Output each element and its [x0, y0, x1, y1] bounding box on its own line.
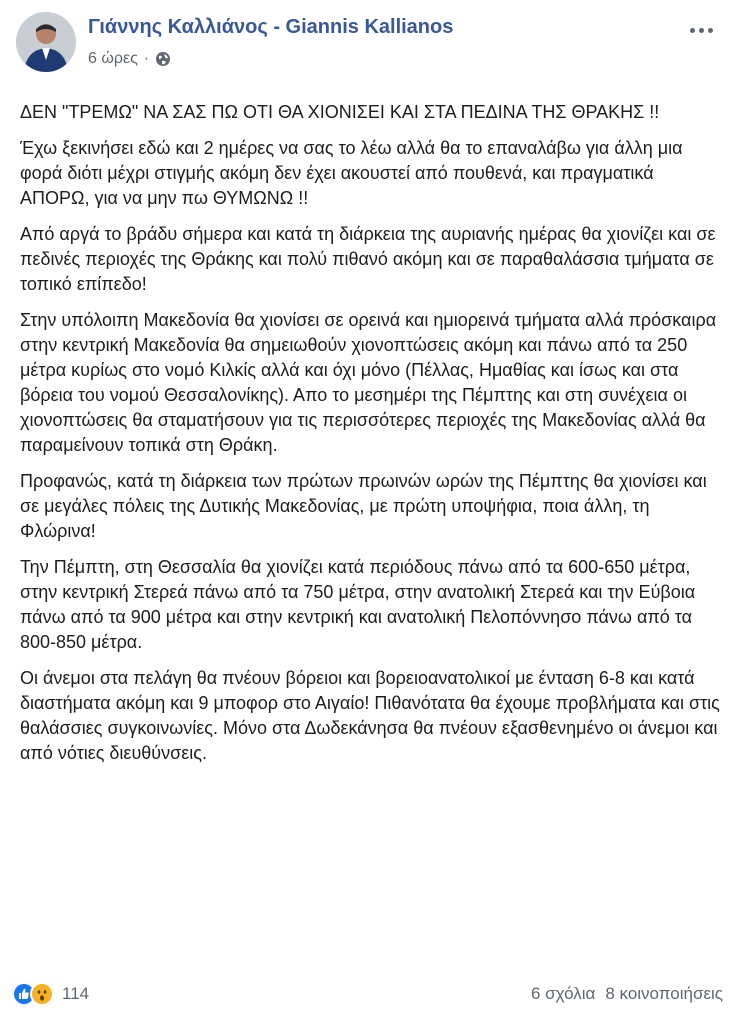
post-paragraph: Στην υπόλοιπη Μακεδονία θα χιονίσει σε ορεινά και ημιορεινά τμήματα αλλά πρόσκαιρα στην κεντρική Μακεδονία θα σημειωθούν χιονοπτώσεις ακόμη και πάνω από τα 250 μέτρα κυρίως στο νομό Κιλκίς αλλά και όχι μόνο (Πέλλας, Ημαθίας και ίσως και στα βόρεια του νομού Θεσσαλονίκης). Απο το μεσημέρι της Πέμπτης και στη συνέχεια οι χιονοπτώσεις θα σταματήσουν για τις περισσότερες περιοχές της Μακεδονίας αλλά θα παραμείνουν τοπικά στη Θράκη. [20, 310, 717, 455]
post-footer [12, 978, 723, 1010]
comments-count[interactable]: 6 σχόλια [530, 984, 596, 1003]
reactions-summary[interactable] [12, 982, 89, 1006]
post-header [16, 12, 719, 76]
meta-separator: · [143, 50, 150, 67]
post-paragraph: Έχω ξεκινήσει εδώ και 2 ημέρες να σας το λέω αλλά θα το επαναλάβω για άλλη μια φορά διότι μέχρι στιγμής ακόμη δεν έχει ακουστεί από πουθενά, και πραγματικά ΑΠΟΡΩ, για να μην πω ΘΥΜΩΝΩ !! [20, 138, 683, 208]
post-paragraph: Οι άνεμοι στα πελάγη θα πνέουν βόρειοι και βορειοανατολικοί με ένταση 6-8 και κατά διαστήματα ακόμη και 9 μποφορ στο Αιγαίο! Πιθανότατα θα έχουμε προβλήματα και στις θαλάσσιες συγκοινωνίες. Μόνο στα Δωδεκάνησα θα πνέουν εξασθενημένο οι άνεμοι και από νότιες διευθύνσεις. [20, 668, 720, 763]
avatar[interactable] [16, 12, 76, 72]
shares-count[interactable]: 8 κοινοποιήσεις [605, 984, 723, 1003]
reaction-count: 114 [62, 984, 90, 1003]
author-name[interactable]: Γιάννης Καλλιάνος - Giannis Kallianos [88, 16, 454, 38]
post-paragraph: Προφανώς, κατά τη διάρκεια των πρώτων πρωινών ωρών της Πέμπτης θα χιονίσει και σε μεγάλες πόλεις της Δυτικής Μακεδονίας, με πρώτη υποψήφια, ποια άλλη, τη Φλώρινα! [20, 471, 707, 541]
post-paragraph: Την Πέμπτη, στη Θεσσαλία θα χιονίζει κατά περιόδους πάνω από τα 600-650 μέτρα, στην κεντρική Στερεά πάνω από τα 750 μέτρα, στην ανατολική Στερεά και την Εύβοια πάνω από τα 900 μέτρα και στην κεντρική και ανατολική Πελοπόννησο πάνω από τα 800-850 μέτρα. [20, 557, 696, 652]
post-stats [531, 984, 723, 1004]
more-options-icon[interactable] [683, 12, 719, 48]
globe-icon[interactable] [155, 51, 171, 67]
post-time[interactable]: 6 ώρες [88, 50, 138, 67]
post-paragraph: ΔΕΝ "ΤΡΕΜΩ" ΝΑ ΣΑΣ ΠΩ ΟΤΙ ΘΑ ΧΙΟΝΙΣΕΙ ΚΑΙ ΣΤΑ ΠΕΔΙΝΑ ΤΗΣ ΘΡΑΚΗΣ !! [20, 102, 660, 122]
post-meta [88, 50, 171, 68]
post-text [20, 100, 720, 777]
wow-icon [30, 982, 54, 1006]
post-paragraph: Από αργά το βράδυ σήμερα και κατά τη διάρκεια της αυριανής ημέρας θα χιονίζει και σε πεδινές περιοχές της Θράκης και πολύ πιθανό ακόμη και σε παραθαλάσσια τμήματα σε τοπικό επίπεδο! [20, 224, 716, 294]
avatar-image [16, 12, 76, 72]
